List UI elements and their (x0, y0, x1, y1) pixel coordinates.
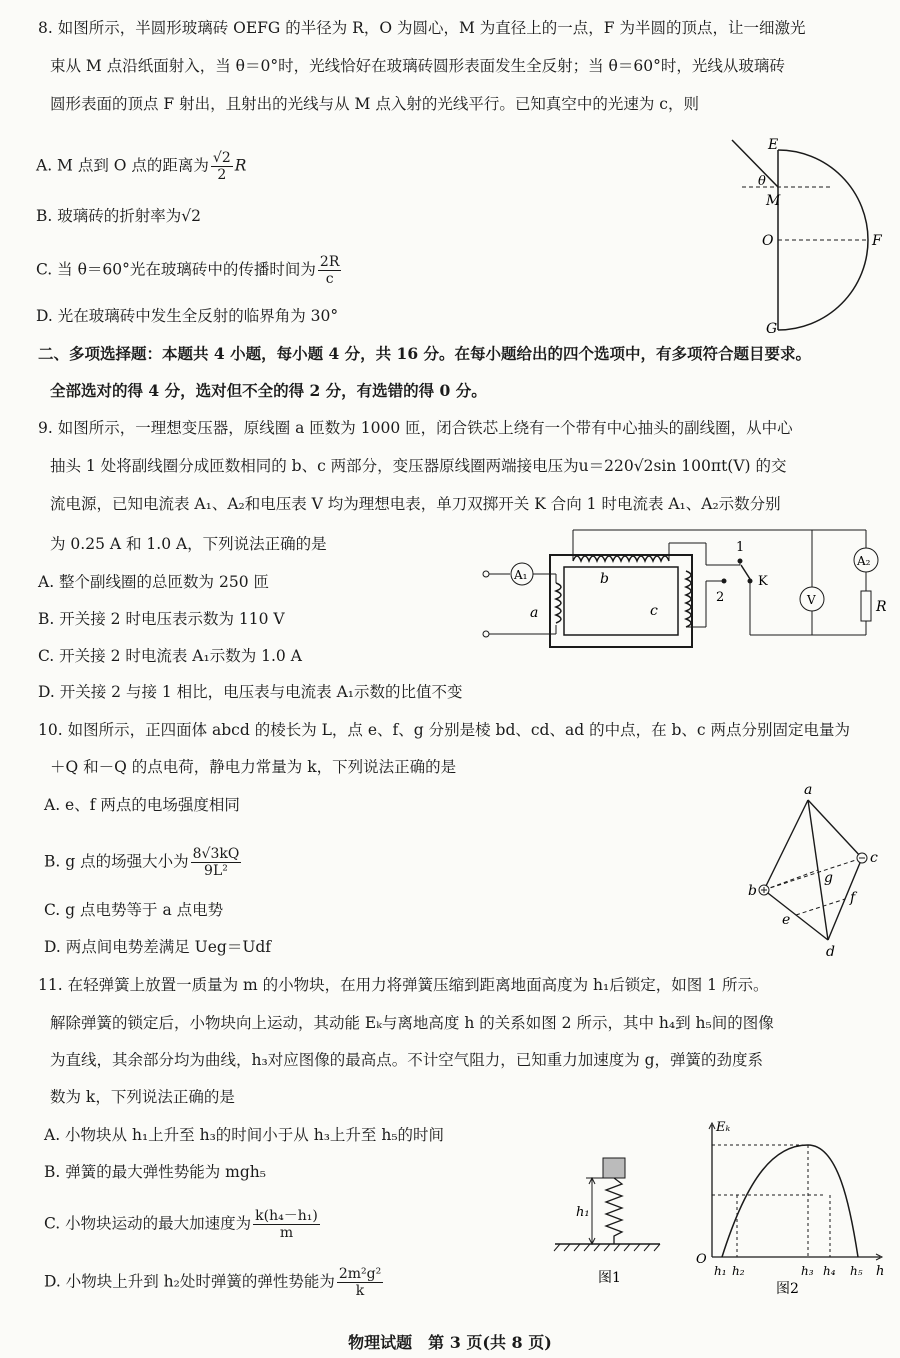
switch-pivot (748, 579, 753, 584)
q10-line-1: 10. 如图所示，正四面体 abcd 的棱长为 L，点 e、f、g 分别是棱 bd、cd、ad 的中点，在 b、c 两点分别固定电量为 (38, 721, 851, 739)
iron-core-inner (564, 567, 678, 635)
label-2: 2 (716, 590, 725, 605)
q9-option-d: D. 开关接 2 与接 1 相比，电压表与电流表 A₁示数的比值不变 (38, 683, 463, 701)
label-M: M (766, 193, 781, 209)
label-theta: θ (758, 174, 766, 189)
label-O: O (762, 233, 774, 249)
iron-core-outer (550, 555, 692, 647)
page-footer: 物理试题 第 3 页(共 8 页) (348, 1333, 552, 1352)
section-2-rules: 全部选对的得 4 分，选对但不全的得 2 分，有选错的得 0 分。 (50, 381, 487, 400)
label-f: f (850, 890, 856, 906)
q8-c-num: 2R (319, 254, 340, 270)
q8-option-c (36, 254, 343, 287)
q8-option-c-text: C. 当 θ＝60°光在玻璃砖中的传播时间为 (36, 260, 316, 279)
section-2-heading: 二、多项选择题：本题共 4 小题，每小题 4 分，共 16 分。在每小题给出的四个选项中，有多项符合题目要求。 (38, 344, 812, 363)
q11-option-b: B. 弹簧的最大弹性势能为 mgh₅ (44, 1163, 266, 1181)
q10-option-c: C. g 点电势等于 a 点电势 (44, 901, 224, 919)
q11-d-den: k (355, 1283, 365, 1299)
q11-spring-figure (550, 1150, 670, 1290)
label-c: c (870, 850, 878, 866)
q8-option-a (36, 150, 246, 183)
secondary-coil-c (686, 571, 691, 627)
q9-option-b: B. 开关接 2 时电压表示数为 110 V (38, 610, 285, 628)
q11-ek-h-graph (690, 1115, 890, 1295)
label-b: b (600, 571, 609, 587)
label-A1: A₁ (514, 568, 528, 582)
label-h1: h₁ (576, 1205, 590, 1220)
q9-option-a: A. 整个副线圈的总匝数为 250 匝 (38, 573, 269, 591)
label-g: g (824, 870, 833, 886)
q10-line-2: ＋Q 和－Q 的点电荷，静电力常量为 k，下列说法正确的是 (50, 758, 457, 776)
q11-option-c (44, 1208, 322, 1241)
ek-curve (722, 1145, 858, 1257)
q10-option-b-fraction (191, 846, 242, 879)
q8-option-a-text: A. M 点到 O 点的距离为 (36, 156, 209, 175)
input-terminal-bottom (483, 631, 489, 637)
q8-option-a-fraction (211, 150, 233, 183)
q10-b-den: 9L² (204, 863, 228, 879)
q9-line-3: 流电源，已知电流表 A₁、A₂和电压表 V 均为理想电表，单刀双掷开关 K 合向 1 时电流表 A₁、A₂示数分别 (50, 495, 781, 513)
q11-option-a: A. 小物块从 h₁上升至 h₃的时间小于从 h₃上升至 h₅的时间 (44, 1126, 445, 1144)
q11-line-2: 解除弹簧的锁定后，小物块向上运动，其动能 Eₖ与离地高度 h 的关系如图 2 所示，其中 h₄到 h₅间的图像 (50, 1014, 774, 1032)
label-h3: h₃ (801, 1264, 814, 1278)
q8-option-b: B. 玻璃砖的折射率为√2 (36, 207, 201, 225)
q8-line-3: 圆形表面的顶点 F 射出，且射出的光线与从 M 点入射的光线平行。已知真空中的光速为 c，则 (50, 95, 699, 113)
label-h1: h₁ (714, 1264, 727, 1278)
label-h5: h₅ (850, 1264, 863, 1278)
secondary-coil-b (573, 556, 669, 561)
label-1: 1 (736, 540, 745, 555)
label-F: F (872, 233, 882, 249)
q9-line-1: 9. 如图所示，一理想变压器，原线圈 a 匝数为 1000 匝，闭合铁芯上绕有一个带有中心抽头的副线圈，从中心 (38, 419, 793, 437)
edge-bc (764, 858, 862, 890)
label-origin: O (696, 1252, 707, 1267)
resistor-r (861, 591, 871, 621)
q9-line-2: 抽头 1 处将副线圈分成匝数相同的 b、c 两部分，变压器原线圈两端接电压为u＝220√2sin 100πt(V) 的交 (50, 457, 787, 475)
q11-option-c-fraction (253, 1208, 320, 1241)
q8-option-d: D. 光在玻璃砖中发生全反射的临界角为 30° (36, 307, 339, 325)
q8-option-c-fraction (318, 254, 341, 287)
q10-option-d: D. 两点间电势差满足 Ueg＝Udf (44, 938, 272, 956)
q10-option-b-text: B. g 点的场强大小为 (44, 852, 189, 871)
label-h: h (876, 1264, 885, 1279)
q11-option-d-text: D. 小物块上升到 h₂处时弹簧的弹性势能为 (44, 1272, 335, 1291)
edge-ac (808, 800, 862, 858)
q11-c-den: m (279, 1225, 294, 1241)
q11-d-num: 2m²g² (338, 1266, 382, 1282)
input-terminal-top (483, 571, 489, 577)
switch-contact-1 (738, 559, 743, 564)
q11-option-c-text: C. 小物块运动的最大加速度为 (44, 1214, 252, 1233)
label-R: R (876, 599, 887, 615)
label-E: E (768, 137, 779, 153)
label-K: K (758, 574, 768, 589)
spring (606, 1178, 622, 1244)
label-a: a (530, 605, 539, 621)
q10-tetrahedron-figure (730, 782, 890, 962)
q10-b-num: 8√3kQ (192, 846, 240, 862)
q8-semicircle-figure (720, 135, 890, 335)
label-e: e (782, 912, 791, 928)
label-h2: h₂ (732, 1264, 745, 1278)
label-c: c (650, 603, 658, 619)
label-A2: A₂ (857, 554, 871, 568)
q8-c-den: c (325, 271, 334, 287)
q11-line-4: 数为 k，下列说法正确的是 (50, 1088, 235, 1106)
q10-option-b (44, 846, 243, 879)
q8-a-den: 2 (217, 167, 227, 183)
switch-blade (741, 565, 750, 579)
ground-hatch (554, 1244, 660, 1251)
q11-option-d-fraction (337, 1266, 383, 1299)
q8-option-a-unit: R (234, 156, 247, 175)
switch-contact-2 (722, 579, 727, 584)
q10-option-a: A. e、f 两点的电场强度相同 (44, 796, 240, 814)
fig1-caption: 图1 (598, 1270, 621, 1286)
label-G: G (766, 321, 778, 337)
q9-option-c: C. 开关接 2 时电流表 A₁示数为 1.0 A (38, 647, 302, 665)
q9-transformer-figure (478, 525, 888, 665)
block (603, 1158, 625, 1178)
q11-line-1: 11. 在轻弹簧上放置一质量为 m 的小物块，在用力将弹簧压缩到距离地面高度为 h₁后锁定，如图 1 所示。 (38, 976, 769, 994)
q9-line-4: 为 0.25 A 和 1.0 A，下列说法正确的是 (50, 535, 327, 553)
label-Ek: Eₖ (716, 1120, 731, 1135)
label-h4: h₄ (823, 1264, 836, 1278)
label-V: V (807, 593, 816, 607)
edge-ab (764, 800, 808, 890)
dash-ef (796, 899, 845, 915)
q8-a-num: √2 (212, 150, 231, 166)
q11-c-num: k(h₄－h₁) (255, 1208, 318, 1224)
label-a: a (804, 782, 813, 798)
q11-option-d (44, 1266, 385, 1299)
q8-line-2: 束从 M 点沿纸面射入，当 θ＝0°时，光线恰好在玻璃砖圆形表面发生全反射；当 θ＝60°时，光线从玻璃砖 (50, 57, 785, 75)
primary-coil-a (556, 583, 561, 623)
label-d: d (826, 944, 835, 960)
q11-line-3: 为直线，其余部分均为曲线，h₃对应图像的最高点。不计空气阻力，已知重力加速度为 g，弹簧的劲度系 (50, 1051, 764, 1069)
label-b: b (748, 883, 757, 899)
q8-line-1: 8. 如图所示，半圆形玻璃砖 OEFG 的半径为 R，O 为圆心，M 为直径上的一点，F 为半圆的顶点，让一细激光 (38, 19, 806, 37)
fig2-caption: 图2 (776, 1281, 799, 1297)
